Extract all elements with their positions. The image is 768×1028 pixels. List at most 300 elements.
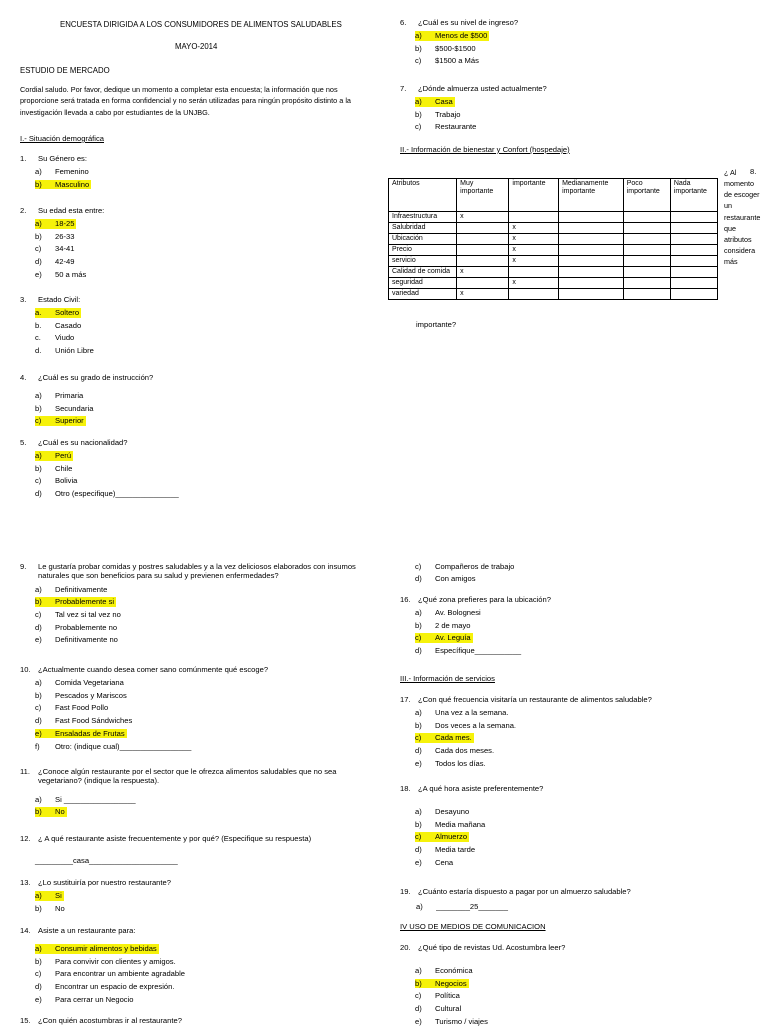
question-text: Asiste a un restaurante para: [38, 926, 136, 935]
question-number: 12. [20, 834, 31, 843]
rating-cell[interactable] [509, 212, 559, 223]
answer-option[interactable] [35, 689, 380, 702]
question-number: 6. [400, 18, 407, 27]
option-label: Viudo [55, 333, 75, 343]
answer-option[interactable] [415, 108, 760, 121]
question-header [20, 373, 380, 382]
rating-cell[interactable]: x [457, 289, 509, 300]
question-header [20, 438, 380, 447]
answer-option[interactable] [35, 634, 360, 647]
question-text: Le gustaría probar comidas y postres saludables y a la vez deliciosos elaborados con insumos naturales que son beneficios para su salud y previenen enfermedades? [38, 562, 356, 581]
option-label: Definitivamente [55, 584, 108, 594]
question-number: 4. [20, 373, 27, 382]
option-letter: e) [35, 729, 55, 738]
answer-option[interactable] [415, 757, 760, 770]
option-label: Fast Food Pollo [55, 703, 109, 713]
study-label: ESTUDIO DE MERCADO [20, 66, 110, 75]
answer-option[interactable] [415, 719, 760, 732]
question-pagar [400, 887, 760, 896]
answer-option[interactable] [35, 402, 380, 415]
options-list [415, 95, 760, 133]
option-letter: d) [415, 845, 422, 855]
table-row [389, 245, 718, 256]
answer-option-selected[interactable] [35, 306, 380, 319]
rating-cell[interactable]: x [457, 267, 509, 278]
answer-option[interactable] [415, 818, 760, 831]
option-label: Económica [435, 966, 473, 976]
option-label: Probablemente no [55, 622, 118, 632]
rating-cell[interactable] [670, 256, 717, 267]
option-label: $1500 a Más [435, 56, 479, 66]
option-letter: c) [35, 703, 42, 713]
question-number: 9. [20, 562, 27, 571]
question-header [400, 784, 760, 793]
option-label: Política [435, 991, 460, 1001]
answer-option[interactable] [35, 389, 380, 402]
question-text: ¿A qué hora asiste preferentemente? [418, 784, 544, 793]
answer-option[interactable] [35, 230, 380, 243]
option-letter: e) [35, 269, 42, 279]
question-ingreso [400, 18, 760, 68]
option-label: Bolivia [55, 476, 78, 486]
answer-option[interactable] [35, 243, 380, 256]
option-letter: e) [35, 994, 42, 1004]
option-label: Restaurante [435, 122, 477, 132]
option-label: $500-$1500 [435, 43, 476, 53]
rating-cell[interactable] [670, 245, 717, 256]
table-header-cell: Muy importante [457, 179, 509, 212]
question-8-text: ¿ Al momento de escoger un restaurante que atributos considera más [724, 168, 761, 267]
question-text: ¿Lo sustituiría por nuestro restaurante? [38, 878, 171, 887]
answer-option[interactable] [415, 805, 760, 818]
question-estado-civil [20, 295, 380, 357]
answer-option[interactable] [415, 619, 760, 632]
option-letter: d) [35, 716, 42, 726]
option-letter: b) [35, 807, 55, 816]
question-number: 5. [20, 438, 27, 447]
rating-cell[interactable] [623, 223, 670, 234]
answer-option[interactable] [415, 606, 760, 619]
rating-cell[interactable] [623, 267, 670, 278]
option-label: 50 a más [55, 269, 87, 279]
option-letter: b) [35, 597, 55, 606]
option-label: Secundaria [55, 403, 94, 413]
answer-option-selected[interactable] [415, 831, 760, 844]
table-row [389, 212, 718, 223]
question-almuerza [400, 84, 760, 134]
answer-option[interactable] [35, 165, 380, 178]
option-letter: a) [35, 167, 42, 177]
option-letter: a) [415, 966, 422, 976]
option-letter: d) [415, 574, 422, 584]
rating-cell[interactable] [457, 245, 509, 256]
answer-option[interactable] [35, 981, 380, 994]
option-letter: d) [415, 646, 422, 656]
option-label: Femenino [55, 167, 89, 177]
answer-option[interactable] [35, 462, 380, 475]
answer-option[interactable] [35, 608, 360, 621]
intro-paragraph: Cordial saludo. Por favor, dedique un momento a completar esta encuesta; la información que nos proporcione será tratada en forma confidencial y no serán utilizadas para ningún propósito distinto a la investigación llevada a cabo por estudiantes de la UNJBG. [20, 85, 351, 117]
question-header [400, 595, 760, 604]
attribute-name: Calidad de comida [389, 267, 457, 278]
rating-cell[interactable] [623, 256, 670, 267]
question-text: ¿Conoce algún restaurante por el sector que le ofrezca alimentos saludables que no sea vegetariano? (indique la respuesta). [38, 767, 337, 786]
table-row [389, 289, 718, 300]
rating-cell[interactable] [670, 267, 717, 278]
answer-option-selected[interactable] [35, 415, 380, 428]
option-label: Específique___________ [435, 646, 522, 656]
rating-cell[interactable] [559, 234, 624, 245]
rating-cell[interactable] [559, 278, 624, 289]
option-label: Almuerzo [435, 832, 468, 842]
question-text: ¿Con qué frecuencia visitaría un restaurante de alimentos saludable? [418, 695, 652, 704]
option-letter: e) [415, 758, 422, 768]
rating-cell[interactable] [559, 245, 624, 256]
answer-option[interactable] [415, 990, 760, 1003]
option-label: Cada mes. [435, 733, 472, 743]
rating-cell[interactable] [623, 234, 670, 245]
answer-option[interactable] [415, 856, 760, 869]
question-text: ¿Dónde almuerza usted actualmente? [418, 84, 547, 93]
rating-cell[interactable] [509, 267, 559, 278]
option-label: Superior [55, 416, 84, 426]
rating-cell[interactable]: x [509, 223, 559, 234]
question-con-quien-options [400, 560, 760, 585]
answer-option[interactable] [35, 902, 380, 915]
option-letter: b) [415, 620, 422, 630]
answer-option[interactable] [35, 702, 380, 715]
option-label: Para convivir con clientes y amigos. [55, 956, 176, 966]
option-letter: c) [415, 122, 422, 132]
option-label: Negocios [435, 978, 467, 988]
option-letter: c. [35, 333, 41, 343]
survey-date: MAYO-2014 [175, 42, 218, 51]
option-letter: b) [35, 903, 42, 913]
answer-option[interactable] [35, 583, 360, 596]
question-genero [20, 154, 380, 191]
option-letter: b) [35, 180, 55, 189]
option-letter: a) [35, 584, 42, 594]
attribute-name: seguridad [389, 278, 457, 289]
rating-cell[interactable] [457, 256, 509, 267]
option-label: 2 de mayo [435, 620, 471, 630]
answer-option[interactable] [35, 268, 380, 281]
option-label: Compañeros de trabajo [435, 561, 515, 571]
option-letter: c) [415, 991, 422, 1001]
answer-option-selected[interactable] [35, 806, 365, 819]
rating-cell[interactable]: x [509, 256, 559, 267]
option-label: 42-49 [55, 257, 75, 267]
question-header [20, 154, 380, 163]
question-con-quien [20, 1016, 380, 1025]
answer-option[interactable] [35, 621, 360, 634]
question-number: 10. [20, 665, 31, 674]
options-list [35, 676, 380, 752]
option-letter: c) [35, 969, 42, 979]
option-label: Cada dos meses. [435, 746, 495, 756]
option-letter: b) [415, 979, 435, 988]
table-header-cell: importante [509, 179, 559, 212]
question-header [400, 84, 760, 93]
option-letter: e) [415, 857, 422, 867]
option-label: Desayuno [435, 807, 470, 817]
answer-amount: ________25_______ [436, 902, 508, 911]
options-list [35, 165, 380, 190]
question-number: 14. [20, 926, 31, 935]
option-letter: d) [415, 1004, 422, 1014]
options-list [35, 389, 380, 427]
answer-option-selected[interactable] [35, 889, 380, 902]
option-letter: a) [35, 944, 55, 953]
answer-option[interactable] [35, 475, 380, 488]
option-letter: a) [35, 219, 55, 228]
option-label: Probablemente si [55, 597, 115, 607]
answer-option[interactable] [415, 55, 760, 68]
rating-cell[interactable] [623, 278, 670, 289]
answer-option[interactable] [35, 968, 380, 981]
question-header [20, 767, 365, 786]
table-row [389, 234, 718, 245]
rating-cell[interactable] [457, 234, 509, 245]
answer-option[interactable] [35, 793, 365, 806]
option-letter: c) [415, 733, 435, 742]
answer-option-selected[interactable] [415, 95, 760, 108]
question-number: 18. [400, 784, 411, 793]
answer-option[interactable] [415, 706, 760, 719]
option-letter: d. [35, 346, 42, 356]
option-label: Fast Food Sándwiches [55, 716, 133, 726]
table-row [389, 223, 718, 234]
answer-option[interactable] [35, 740, 380, 753]
question-text: ¿Actualmente cuando desea comer sano comúnmente qué escoge? [38, 665, 269, 674]
question-text: Su edad esta entre: [38, 206, 105, 215]
option-label: Trabajo [435, 109, 461, 119]
option-letter: a) [415, 31, 435, 40]
option-label: Media mañana [435, 819, 486, 829]
option-letter: c) [35, 609, 42, 619]
answer-option[interactable] [415, 573, 760, 586]
option-label: Otro (especifique)_______________ [55, 489, 179, 499]
rating-cell[interactable] [670, 234, 717, 245]
option-label: Cena [435, 857, 454, 867]
options-list [415, 706, 760, 769]
answer-option[interactable] [35, 319, 380, 332]
answer-option[interactable] [415, 560, 760, 573]
answer-option[interactable] [415, 1003, 760, 1016]
answer-option[interactable] [35, 256, 380, 269]
question-number: 2. [20, 206, 27, 215]
answer-option[interactable] [35, 676, 380, 689]
question-comer-sano [20, 665, 380, 753]
answer-option-selected[interactable] [415, 977, 760, 990]
option-label: Chile [55, 463, 73, 473]
option-label: Soltero [55, 308, 80, 318]
answer-letter: a) [416, 902, 423, 911]
rating-cell[interactable] [559, 212, 624, 223]
option-letter: b) [415, 109, 422, 119]
section-servicios: III.- Información de servicios [400, 674, 495, 683]
answer-option-selected[interactable] [415, 29, 760, 42]
options-list [415, 560, 760, 585]
option-letter: b) [35, 956, 42, 966]
rating-cell[interactable] [509, 289, 559, 300]
question-text: ¿Qué zona prefieres para la ubicación? [418, 595, 551, 604]
option-label: Con amigos [435, 574, 476, 584]
option-label: Si _________________ [55, 794, 136, 804]
option-letter: b) [415, 43, 422, 53]
answer-option[interactable] [35, 993, 380, 1006]
answer-option[interactable] [415, 964, 760, 977]
question-text: ¿Cuál es su nivel de ingreso? [418, 18, 519, 27]
answer-option[interactable] [35, 345, 380, 358]
option-letter: b) [415, 819, 422, 829]
answer-option-selected[interactable] [35, 596, 360, 609]
options-list [35, 793, 365, 818]
answer-option[interactable] [415, 645, 760, 658]
question-asiste-para [20, 926, 380, 1006]
option-letter: d) [415, 746, 422, 756]
rating-cell[interactable] [457, 278, 509, 289]
option-label: No [55, 903, 65, 913]
question-text: ¿Cuál es su nacionalidad? [38, 438, 128, 447]
answer-pagar [416, 902, 508, 911]
question-8-number: 8. [750, 167, 757, 176]
answer-option[interactable] [35, 955, 380, 968]
option-letter: a) [415, 608, 422, 618]
answer-option-selected[interactable] [415, 732, 760, 745]
question-header [20, 926, 380, 935]
option-letter: d) [35, 622, 42, 632]
attribute-name: Ubicación [389, 234, 457, 245]
question-number: 11. [20, 767, 30, 776]
options-list [415, 606, 760, 657]
option-label: Encontrar un espacio de expresión. [55, 982, 175, 992]
question-number: 17. [400, 695, 411, 704]
rating-cell[interactable] [559, 267, 624, 278]
attribute-name: Precio [389, 245, 457, 256]
question-header [400, 695, 760, 704]
survey-title: ENCUESTA DIRIGIDA A LOS CONSUMIDORES DE ALIMENTOS SALUDABLES [60, 20, 342, 29]
option-letter: e) [35, 635, 42, 645]
options-list [35, 942, 380, 1005]
rating-cell[interactable]: x [509, 245, 559, 256]
answer-option-selected[interactable] [35, 217, 380, 230]
rating-cell[interactable] [670, 289, 717, 300]
option-label: Menos de $500 [435, 31, 488, 41]
options-list [35, 306, 380, 357]
option-letter: b) [35, 231, 42, 241]
attribute-name: Infraestructura [389, 212, 457, 223]
question-8-text-end: importante? [416, 320, 457, 329]
answer-option[interactable] [415, 1015, 760, 1028]
option-label: 34-41 [55, 244, 75, 254]
answer-option[interactable] [35, 488, 380, 501]
options-list [35, 449, 380, 500]
question-number: 13. [20, 878, 31, 887]
rating-cell[interactable] [559, 256, 624, 267]
rating-cell[interactable] [670, 278, 717, 289]
question-sustituiria [20, 878, 380, 915]
answer-option[interactable] [415, 844, 760, 857]
option-label: Masculino [55, 179, 90, 189]
options-list [35, 583, 360, 646]
section-demografica: I.- Situación demográfica [20, 134, 104, 143]
option-label: 26-33 [55, 231, 75, 241]
question-text: ¿Con quién acostumbras ir al restaurante? [38, 1016, 182, 1025]
option-label: Casado [55, 320, 82, 330]
rating-cell[interactable] [623, 245, 670, 256]
option-letter: d) [35, 257, 42, 267]
question-number: 3. [20, 295, 27, 304]
answer-option-selected[interactable] [35, 449, 380, 462]
rating-cell[interactable] [670, 212, 717, 223]
answer-option-selected[interactable] [35, 178, 380, 191]
option-letter: a) [415, 97, 435, 106]
answer-option[interactable] [415, 42, 760, 55]
rating-cell[interactable] [559, 223, 624, 234]
answer-option[interactable] [415, 745, 760, 758]
rating-cell[interactable] [670, 223, 717, 234]
table-header-cell: Nada importante [670, 179, 717, 212]
option-letter: e) [415, 1016, 422, 1026]
option-letter: a) [415, 807, 422, 817]
answer-option[interactable] [35, 332, 380, 345]
rating-cell[interactable] [559, 289, 624, 300]
question-nacionalidad [20, 438, 380, 500]
options-list [415, 805, 760, 868]
question-text: ¿ A qué restaurante asiste frecuentemente y por qué? (Especifique su respuesta) [38, 834, 312, 843]
option-label: Consumir alimentos y bebidas [55, 944, 157, 954]
option-label: Si [55, 891, 62, 901]
option-label: Ensaladas de Frutas [55, 728, 125, 738]
option-letter: b) [35, 463, 42, 473]
question-header [400, 943, 760, 952]
table-header-cell: Atributos [389, 179, 457, 212]
answer-option-selected[interactable] [35, 942, 380, 955]
question-header [400, 18, 760, 27]
answer-option[interactable] [35, 715, 380, 728]
option-letter: f) [35, 741, 40, 751]
rating-cell[interactable]: x [509, 234, 559, 245]
option-label: Perú [55, 451, 72, 461]
option-label: No [55, 807, 65, 817]
rating-cell[interactable]: x [457, 212, 509, 223]
answer-option-selected[interactable] [35, 727, 380, 740]
option-label: Definitivamente no [55, 635, 118, 645]
option-letter: a) [35, 794, 42, 804]
question-number: 15. [20, 1016, 31, 1025]
option-label: Media tarde [435, 845, 476, 855]
question-header [20, 562, 360, 581]
option-label: Turismo / viajes [435, 1016, 488, 1026]
options-list [415, 29, 760, 67]
answer-option-selected[interactable] [415, 632, 760, 645]
question-revistas [400, 943, 760, 1028]
option-label: Primaria [55, 391, 84, 401]
option-letter: d) [35, 489, 42, 499]
rating-cell[interactable] [623, 289, 670, 300]
answer-restaurante-frecuente: _________casa_____________________ [35, 856, 178, 865]
question-hora [400, 784, 760, 869]
question-zona [400, 595, 760, 657]
question-number: 16. [400, 595, 411, 604]
question-number: 20. [400, 943, 411, 952]
table-header-row [389, 179, 718, 212]
rating-cell[interactable]: x [509, 278, 559, 289]
rating-cell[interactable] [623, 212, 670, 223]
answer-option[interactable] [415, 121, 760, 134]
rating-cell[interactable] [457, 223, 509, 234]
